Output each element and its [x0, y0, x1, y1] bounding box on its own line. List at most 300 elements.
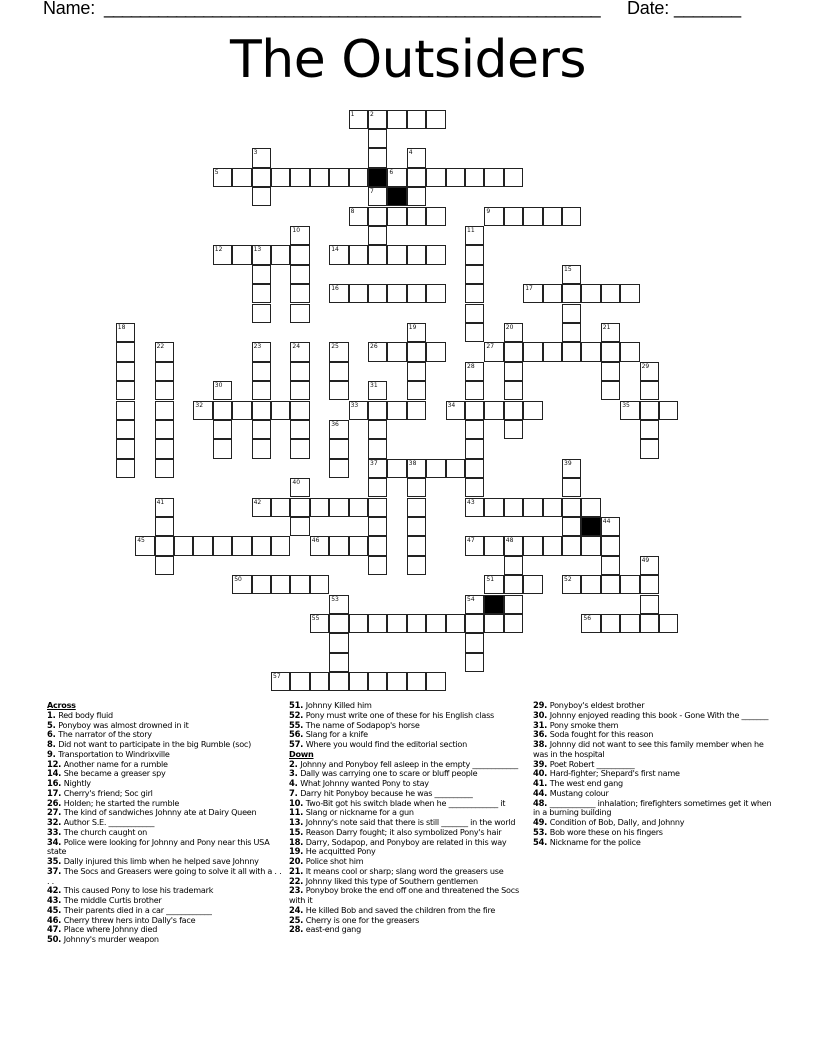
- grid-cell[interactable]: [290, 168, 309, 187]
- grid-cell[interactable]: [407, 207, 426, 226]
- grid-cell[interactable]: [329, 653, 348, 672]
- grid-cell[interactable]: [368, 148, 387, 167]
- grid-cell[interactable]: [232, 575, 251, 594]
- grid-cell[interactable]: [252, 148, 271, 167]
- grid-cell[interactable]: [562, 478, 581, 497]
- grid-cell[interactable]: [407, 381, 426, 400]
- grid-cell[interactable]: [349, 401, 368, 420]
- grid-cell[interactable]: [407, 536, 426, 555]
- grid-cell[interactable]: [543, 498, 562, 517]
- grid-cell[interactable]: [504, 575, 523, 594]
- grid-cell[interactable]: [562, 323, 581, 342]
- grid-cell[interactable]: [562, 342, 581, 361]
- grid-cell[interactable]: [155, 401, 174, 420]
- clue-number: 49: [533, 817, 545, 827]
- clue-number-dot: .: [300, 719, 306, 730]
- grid-cell[interactable]: [155, 459, 174, 478]
- grid-cell[interactable]: [368, 517, 387, 536]
- grid-cell[interactable]: [349, 168, 368, 187]
- clue-number: 16: [47, 778, 59, 788]
- grid-cell[interactable]: [368, 401, 387, 420]
- grid-cell[interactable]: [601, 536, 620, 555]
- grid-cell[interactable]: [368, 342, 387, 361]
- grid-cell[interactable]: [601, 575, 620, 594]
- grid-cell[interactable]: [407, 187, 426, 206]
- grid-cell[interactable]: [349, 245, 368, 264]
- date-field[interactable]: _______: [674, 0, 741, 18]
- grid-cell[interactable]: [290, 284, 309, 303]
- grid-cell[interactable]: [465, 536, 484, 555]
- grid-cell[interactable]: [387, 284, 406, 303]
- grid-cell[interactable]: [252, 265, 271, 284]
- grid-cell[interactable]: [290, 575, 309, 594]
- grid-cell[interactable]: [290, 478, 309, 497]
- grid-cell[interactable]: [523, 284, 542, 303]
- grid-cell[interactable]: [620, 284, 639, 303]
- grid-cell[interactable]: [329, 498, 348, 517]
- cell-number: 39: [564, 459, 572, 467]
- grid-cell[interactable]: [368, 129, 387, 148]
- cell-number: 18: [117, 323, 126, 331]
- grid-cell[interactable]: [426, 614, 445, 633]
- grid-cell[interactable]: [407, 459, 426, 478]
- grid-cell[interactable]: [640, 420, 659, 439]
- grid-cell[interactable]: [426, 207, 445, 226]
- grid-cell[interactable]: [252, 401, 271, 420]
- grid-cell[interactable]: [252, 284, 271, 303]
- grid-cell[interactable]: [484, 342, 503, 361]
- grid-cell[interactable]: [310, 168, 329, 187]
- grid-cell[interactable]: [368, 478, 387, 497]
- grid-cell[interactable]: [252, 575, 271, 594]
- grid-cell[interactable]: [581, 614, 600, 633]
- grid-cell[interactable]: [484, 575, 503, 594]
- grid-cell[interactable]: [213, 245, 232, 264]
- grid-cell[interactable]: [446, 401, 465, 420]
- grid-cell[interactable]: [562, 536, 581, 555]
- grid-cell[interactable]: [213, 381, 232, 400]
- grid-cell[interactable]: [387, 168, 406, 187]
- grid-cell[interactable]: [581, 575, 600, 594]
- grid-cell[interactable]: [465, 459, 484, 478]
- clue-number-dot: .: [300, 856, 306, 866]
- grid-cell[interactable]: [601, 323, 620, 342]
- grid-cell[interactable]: [368, 110, 387, 129]
- grid-cell[interactable]: [349, 498, 368, 517]
- grid-cell[interactable]: [368, 226, 387, 245]
- grid-cell[interactable]: [407, 362, 426, 381]
- grid-cell[interactable]: [349, 614, 368, 633]
- grid-cell[interactable]: [155, 342, 174, 361]
- grid-cell[interactable]: [640, 381, 659, 400]
- grid-cell[interactable]: [543, 284, 562, 303]
- grid-cell[interactable]: [523, 536, 542, 555]
- grid-cell[interactable]: [504, 362, 523, 381]
- clue-text: Did not want to participate in the big Rumble (soc): [58, 739, 252, 749]
- grid-cell[interactable]: [620, 342, 639, 361]
- grid-cell[interactable]: [601, 284, 620, 303]
- cell-number: 57: [273, 673, 281, 681]
- grid-cell[interactable]: [543, 207, 562, 226]
- grid-cell[interactable]: [659, 614, 678, 633]
- grid-cell[interactable]: [601, 517, 620, 536]
- grid-cell[interactable]: [155, 498, 174, 517]
- grid-cell[interactable]: [407, 168, 426, 187]
- grid-cell[interactable]: [465, 498, 484, 517]
- grid-cell[interactable]: [446, 168, 465, 187]
- grid-cell[interactable]: [252, 362, 271, 381]
- grid-cell[interactable]: [116, 381, 135, 400]
- clue-number: 56: [289, 729, 301, 740]
- grid-cell[interactable]: [581, 498, 600, 517]
- grid-cell[interactable]: [620, 575, 639, 594]
- grid-cell[interactable]: [407, 401, 426, 420]
- grid-cell[interactable]: [232, 245, 251, 264]
- grid-cell[interactable]: [290, 401, 309, 420]
- grid-cell[interactable]: [484, 401, 503, 420]
- grid-cell[interactable]: [310, 498, 329, 517]
- grid-cell[interactable]: [407, 498, 426, 517]
- grid-cell[interactable]: [484, 536, 503, 555]
- grid-cell[interactable]: [562, 284, 581, 303]
- grid-cell[interactable]: [640, 575, 659, 594]
- grid-cell[interactable]: [213, 168, 232, 187]
- grid-cell[interactable]: [407, 245, 426, 264]
- grid-cell[interactable]: [155, 362, 174, 381]
- grid-cell[interactable]: [252, 498, 271, 517]
- grid-cell[interactable]: [349, 207, 368, 226]
- grid-cell[interactable]: [329, 284, 348, 303]
- grid-cell[interactable]: [640, 401, 659, 420]
- grid-cell[interactable]: [484, 498, 503, 517]
- grid-cell[interactable]: [271, 672, 290, 691]
- grid-cell[interactable]: [465, 362, 484, 381]
- grid-cell[interactable]: [562, 459, 581, 478]
- grid-cell[interactable]: [601, 342, 620, 361]
- cell-number: 51: [486, 576, 495, 584]
- grid-cell[interactable]: [465, 653, 484, 672]
- grid-cell[interactable]: [368, 672, 387, 691]
- grid-cell[interactable]: [504, 401, 523, 420]
- grid-cell[interactable]: [271, 536, 290, 555]
- grid-cell[interactable]: [116, 420, 135, 439]
- grid-cell[interactable]: [504, 556, 523, 575]
- grid-cell[interactable]: [252, 245, 271, 264]
- grid-cell[interactable]: [484, 614, 503, 633]
- grid-cell[interactable]: [252, 420, 271, 439]
- grid-cell[interactable]: [387, 672, 406, 691]
- grid-cell[interactable]: [155, 536, 174, 555]
- grid-cell[interactable]: [116, 362, 135, 381]
- grid-cell[interactable]: [504, 614, 523, 633]
- grid-cell[interactable]: [523, 401, 542, 420]
- grid-cell[interactable]: [271, 245, 290, 264]
- grid-cell[interactable]: [562, 207, 581, 226]
- grid-cell[interactable]: [368, 439, 387, 458]
- cell-number: 37: [370, 459, 378, 467]
- grid-cell[interactable]: [504, 342, 523, 361]
- grid-cell[interactable]: [368, 536, 387, 555]
- grid-cell[interactable]: [581, 284, 600, 303]
- grid-cell[interactable]: [581, 342, 600, 361]
- grid-cell[interactable]: [116, 459, 135, 478]
- grid-cell[interactable]: [562, 575, 581, 594]
- grid-cell[interactable]: [620, 401, 639, 420]
- grid-cell[interactable]: [407, 148, 426, 167]
- grid-cell[interactable]: [601, 556, 620, 575]
- grid-cell[interactable]: [310, 672, 329, 691]
- grid-cell[interactable]: [329, 633, 348, 652]
- grid-cell[interactable]: [601, 381, 620, 400]
- grid-cell[interactable]: [329, 168, 348, 187]
- clue-number-dot: .: [300, 700, 306, 710]
- grid-cell[interactable]: [252, 187, 271, 206]
- grid-cell[interactable]: [329, 595, 348, 614]
- grid-cell[interactable]: [659, 401, 678, 420]
- grid-cell[interactable]: [155, 439, 174, 458]
- across-heading: Across: [47, 700, 76, 710]
- grid-cell[interactable]: [504, 595, 523, 614]
- clue-text: The west end gang: [549, 778, 623, 788]
- grid-cell[interactable]: [349, 672, 368, 691]
- grid-cell[interactable]: [640, 362, 659, 381]
- grid-cell[interactable]: [465, 381, 484, 400]
- grid-cell[interactable]: [465, 245, 484, 264]
- grid-cell[interactable]: [116, 323, 135, 342]
- grid-cell[interactable]: [290, 362, 309, 381]
- grid-cell[interactable]: [368, 459, 387, 478]
- grid-cell[interactable]: [426, 245, 445, 264]
- grid-cell[interactable]: [213, 420, 232, 439]
- grid-cell[interactable]: [465, 595, 484, 614]
- grid-cell[interactable]: [368, 556, 387, 575]
- clue-text: east-end gang: [305, 924, 361, 935]
- grid-cell[interactable]: [620, 614, 639, 633]
- clue-text: Ponyboy was almost drowned in it: [58, 719, 189, 730]
- grid-cell[interactable]: [329, 362, 348, 381]
- grid-cell[interactable]: [193, 536, 212, 555]
- grid-cell[interactable]: [387, 614, 406, 633]
- grid-cell[interactable]: [523, 342, 542, 361]
- grid-cell[interactable]: [465, 401, 484, 420]
- clue-text: Slang for a knife: [305, 729, 368, 740]
- grid-cell[interactable]: [290, 517, 309, 536]
- grid-cell[interactable]: [368, 187, 387, 206]
- grid-cell[interactable]: [640, 556, 659, 575]
- grid-cell[interactable]: [465, 633, 484, 652]
- grid-cell[interactable]: [562, 304, 581, 323]
- grid-cell[interactable]: [290, 342, 309, 361]
- grid-cell[interactable]: [523, 498, 542, 517]
- grid-cell[interactable]: [446, 614, 465, 633]
- grid-cell[interactable]: [504, 498, 523, 517]
- grid-cell[interactable]: [213, 439, 232, 458]
- grid-cell[interactable]: [290, 498, 309, 517]
- grid-cell[interactable]: [426, 284, 445, 303]
- grid-cell[interactable]: [290, 420, 309, 439]
- grid-cell[interactable]: [387, 245, 406, 264]
- grid-cell[interactable]: [387, 207, 406, 226]
- grid-cell[interactable]: [407, 342, 426, 361]
- grid-cell[interactable]: [290, 672, 309, 691]
- grid-cell[interactable]: [252, 439, 271, 458]
- grid-cell[interactable]: [271, 498, 290, 517]
- grid-cell[interactable]: [407, 110, 426, 129]
- grid-cell[interactable]: [310, 536, 329, 555]
- grid-cell[interactable]: [329, 381, 348, 400]
- grid-cell[interactable]: [252, 342, 271, 361]
- grid-cell[interactable]: [252, 381, 271, 400]
- grid-cell[interactable]: [407, 284, 426, 303]
- grid-cell[interactable]: [562, 265, 581, 284]
- grid-cell[interactable]: [116, 401, 135, 420]
- grid-cell[interactable]: [290, 304, 309, 323]
- grid-cell[interactable]: [640, 439, 659, 458]
- grid-cell[interactable]: [232, 536, 251, 555]
- grid-cell[interactable]: [465, 439, 484, 458]
- grid-cell[interactable]: [504, 207, 523, 226]
- grid-cell[interactable]: [426, 342, 445, 361]
- grid-cell[interactable]: [329, 342, 348, 361]
- grid-cell[interactable]: [465, 478, 484, 497]
- grid-cell[interactable]: [504, 536, 523, 555]
- grid-cell[interactable]: [349, 536, 368, 555]
- grid-cell[interactable]: [329, 672, 348, 691]
- grid-cell[interactable]: [407, 323, 426, 342]
- grid-cell[interactable]: [407, 517, 426, 536]
- grid-cell[interactable]: [368, 284, 387, 303]
- grid-cell[interactable]: [407, 556, 426, 575]
- grid-cell[interactable]: [504, 323, 523, 342]
- grid-cell[interactable]: [640, 614, 659, 633]
- grid-cell[interactable]: [465, 323, 484, 342]
- cell-number: 52: [564, 576, 572, 584]
- grid-cell[interactable]: [465, 226, 484, 245]
- grid-cell[interactable]: [368, 420, 387, 439]
- grid-cell[interactable]: [484, 207, 503, 226]
- grid-cell[interactable]: [387, 459, 406, 478]
- grid-cell[interactable]: [446, 459, 465, 478]
- grid-cell[interactable]: [174, 536, 193, 555]
- grid-cell[interactable]: [213, 401, 232, 420]
- grid-cell[interactable]: [116, 342, 135, 361]
- grid-cell[interactable]: [271, 401, 290, 420]
- black-cell: [368, 168, 387, 187]
- grid-cell[interactable]: [407, 478, 426, 497]
- grid-cell[interactable]: [387, 110, 406, 129]
- grid-cell[interactable]: [601, 614, 620, 633]
- grid-cell[interactable]: [155, 556, 174, 575]
- grid-cell[interactable]: [290, 265, 309, 284]
- grid-cell[interactable]: [504, 420, 523, 439]
- grid-cell[interactable]: [290, 226, 309, 245]
- grid-cell[interactable]: [368, 207, 387, 226]
- clue-text: Author S.E. ____________: [63, 817, 155, 827]
- grid-cell[interactable]: [271, 168, 290, 187]
- grid-cell[interactable]: [252, 536, 271, 555]
- grid-cell[interactable]: [426, 110, 445, 129]
- black-cell: [581, 517, 600, 536]
- grid-cell[interactable]: [387, 401, 406, 420]
- name-field[interactable]: _______________________________________________________: [104, 0, 600, 18]
- grid-cell[interactable]: [368, 381, 387, 400]
- grid-cell[interactable]: [543, 342, 562, 361]
- clue-text: He acquitted Pony: [305, 846, 376, 857]
- grid-cell[interactable]: [252, 168, 271, 187]
- grid-cell[interactable]: [155, 420, 174, 439]
- grid-cell[interactable]: [426, 168, 445, 187]
- grid-cell[interactable]: [465, 284, 484, 303]
- grid-cell[interactable]: [329, 536, 348, 555]
- grid-cell[interactable]: [232, 168, 251, 187]
- cell-number: 26: [370, 343, 378, 351]
- grid-cell[interactable]: [349, 284, 368, 303]
- grid-cell[interactable]: [484, 168, 503, 187]
- grid-cell[interactable]: [465, 304, 484, 323]
- grid-cell[interactable]: [426, 459, 445, 478]
- cell-number: 33: [350, 401, 359, 409]
- grid-cell[interactable]: [213, 536, 232, 555]
- grid-cell[interactable]: [135, 536, 154, 555]
- grid-cell[interactable]: [543, 536, 562, 555]
- grid-cell[interactable]: [601, 362, 620, 381]
- grid-cell[interactable]: [271, 575, 290, 594]
- clue-number: 38: [533, 739, 545, 749]
- grid-cell[interactable]: [465, 265, 484, 284]
- grid-cell[interactable]: [290, 381, 309, 400]
- grid-cell[interactable]: [290, 245, 309, 264]
- grid-cell[interactable]: [155, 517, 174, 536]
- grid-cell[interactable]: [329, 420, 348, 439]
- cell-number: 4: [408, 149, 413, 157]
- grid-cell[interactable]: [407, 614, 426, 633]
- grid-cell[interactable]: [387, 342, 406, 361]
- grid-cell[interactable]: [504, 381, 523, 400]
- grid-cell[interactable]: [329, 459, 348, 478]
- grid-cell[interactable]: [310, 575, 329, 594]
- clue-number-dot: .: [58, 934, 64, 944]
- grid-cell[interactable]: [465, 614, 484, 633]
- grid-cell[interactable]: [116, 439, 135, 458]
- grid-cell[interactable]: [329, 245, 348, 264]
- grid-cell[interactable]: [310, 614, 329, 633]
- grid-cell[interactable]: [465, 420, 484, 439]
- grid-cell[interactable]: [504, 168, 523, 187]
- grid-cell[interactable]: [640, 595, 659, 614]
- grid-cell[interactable]: [232, 401, 251, 420]
- grid-cell[interactable]: [426, 672, 445, 691]
- grid-cell[interactable]: [368, 614, 387, 633]
- grid-cell[interactable]: [465, 168, 484, 187]
- grid-cell[interactable]: [252, 304, 271, 323]
- grid-cell[interactable]: [562, 517, 581, 536]
- grid-cell[interactable]: [290, 439, 309, 458]
- grid-cell[interactable]: [155, 381, 174, 400]
- grid-cell[interactable]: [562, 498, 581, 517]
- grid-cell[interactable]: [329, 439, 348, 458]
- grid-cell[interactable]: [193, 401, 212, 420]
- clue-text: Darry, Sodapop, and Ponyboy are related in this way: [305, 836, 507, 847]
- cell-number: 17: [525, 285, 533, 293]
- grid-cell[interactable]: [349, 110, 368, 129]
- grid-cell[interactable]: [523, 575, 542, 594]
- grid-cell[interactable]: [368, 498, 387, 517]
- grid-cell[interactable]: [523, 207, 542, 226]
- grid-cell[interactable]: [368, 245, 387, 264]
- grid-cell[interactable]: [329, 614, 348, 633]
- grid-cell[interactable]: [581, 536, 600, 555]
- grid-cell[interactable]: [407, 672, 426, 691]
